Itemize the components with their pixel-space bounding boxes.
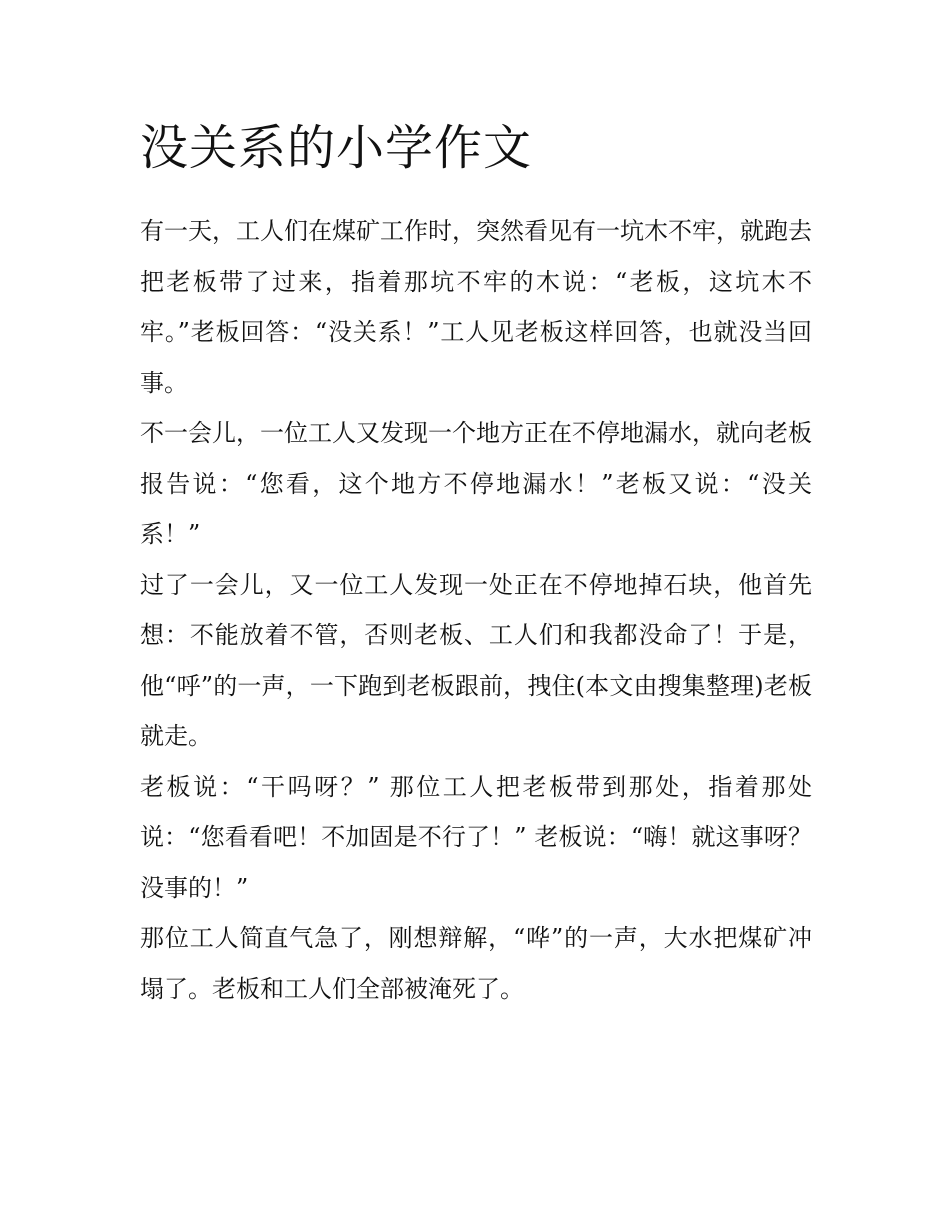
paragraph-4: 老板说：“干吗呀？” 那位工人把老板带到那处，指着那处说：“您看看吧！不加固是不行了！” 老板说：“嗨！就这事呀？没事的！”	[140, 772, 812, 902]
paragraph-5: 那位工人简直气急了，刚想辩解，“哗”的一声，大水把煤矿冲塌了。老板和工人们全部被淹死了。	[140, 924, 812, 1003]
document-body	[140, 112, 812, 1014]
paragraph-2: 不一会儿，一位工人又发现一个地方正在不停地漏水，就向老板报告说：“您看，这个地方不停地漏水！”老板又说：“没关系！”	[140, 419, 812, 548]
paragraph-1: 有一天，工人们在煤矿工作时，突然看见有一坑木不牢，就跑去把老板带了过来，指着那坑不牢的木说：“老板，这坑木不牢。”老板回答：“没关系！”工人见老板这样回答，也就没当回事。	[140, 217, 812, 397]
paragraph-3: 过了一会儿，又一位工人发现一处正在不停地掉石块，他首先想：不能放着不管，否则老板、工人们和我都没命了！于是，他“呼”的一声，一下跑到老板跟前，拽住(本文由搜集整理)老板就走。	[140, 570, 812, 750]
document-title: 没关系的小学作文	[140, 120, 533, 176]
